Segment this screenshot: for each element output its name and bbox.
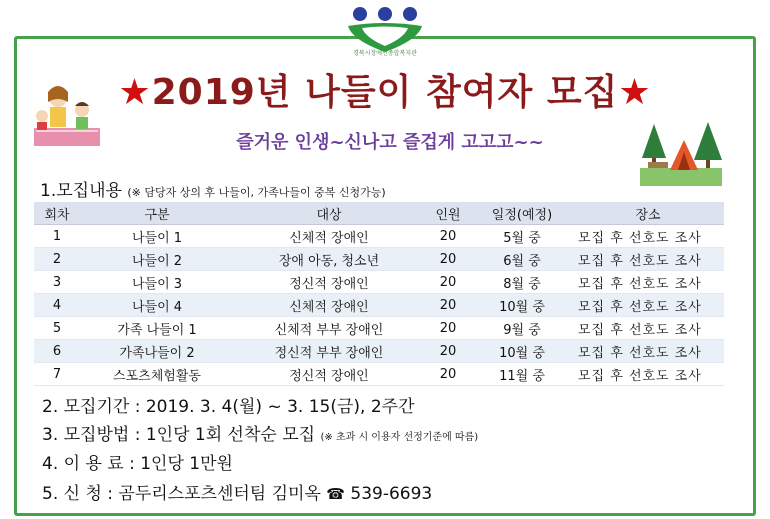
cell-target: 신체적 장애인 — [234, 225, 424, 248]
cell-round: 6 — [34, 340, 80, 363]
section-note: (※ 담당자 상의 후 나들이, 가족나들이 중복 신청가능) — [127, 186, 386, 199]
telephone-icon: ☎ — [326, 485, 345, 503]
cell-capacity: 20 — [424, 340, 472, 363]
phone-number: 539-6693 — [350, 484, 433, 504]
cell-schedule: 10월 중 — [472, 294, 572, 317]
cell-round: 2 — [34, 248, 80, 271]
cell-place: 모집 후 선호도 조사 — [572, 271, 724, 294]
method-text: 3. 모집방법 : 1인당 1회 선착순 모집 — [42, 425, 316, 445]
cell-schedule: 10월 중 — [472, 340, 572, 363]
cell-place: 모집 후 선호도 조사 — [572, 225, 724, 248]
info-period: 2. 모집기간 : 2019. 3. 4(월) ~ 3. 15(금), 2주간 — [42, 397, 415, 417]
cell-category: 스포츠체험활동 — [80, 363, 234, 386]
cell-category: 나들이 4 — [80, 294, 234, 317]
cell-capacity: 20 — [424, 294, 472, 317]
table-row — [34, 363, 724, 386]
header-schedule: 일정(예정) — [472, 202, 572, 225]
cell-schedule: 8월 중 — [472, 271, 572, 294]
cell-target: 장애 아동, 청소년 — [234, 248, 424, 271]
table-row — [34, 271, 724, 294]
cell-target: 정신적 부부 장애인 — [234, 340, 424, 363]
cell-target: 신체적 장애인 — [234, 294, 424, 317]
cell-round: 3 — [34, 271, 80, 294]
star-right-icon: ★ — [618, 72, 652, 113]
cell-target: 정신적 장애인 — [234, 271, 424, 294]
cell-place: 모집 후 선호도 조사 — [572, 340, 724, 363]
cell-round: 5 — [34, 317, 80, 340]
cell-category: 가족 나들이 1 — [80, 317, 234, 340]
cell-capacity: 20 — [424, 248, 472, 271]
info-apply — [42, 479, 432, 504]
cell-round: 1 — [34, 225, 80, 248]
section-heading: 1.모집내용 — [40, 181, 122, 201]
section-recruit-content — [40, 176, 386, 201]
cell-capacity: 20 — [424, 317, 472, 340]
cell-capacity: 20 — [424, 363, 472, 386]
logo-text: 경북시장애인종합복지관 — [353, 50, 417, 57]
apply-text: 5. 신 청 : 곰두리스포츠센터팀 김미옥 — [42, 484, 321, 504]
info-method — [42, 420, 478, 445]
star-left-icon: ★ — [118, 72, 152, 113]
cell-schedule: 5월 중 — [472, 225, 572, 248]
cell-round: 7 — [34, 363, 80, 386]
cell-capacity: 20 — [424, 271, 472, 294]
header-target: 대상 — [234, 202, 424, 225]
table-row — [34, 248, 724, 271]
recruit-table — [34, 202, 724, 386]
table-row — [34, 317, 724, 340]
subtitle: 즐거운 인생~신나고 즐겁게 고고고~~ — [236, 132, 544, 153]
table-row — [34, 225, 724, 248]
title-text: 2019년 나들이 참여자 모집 — [151, 72, 619, 113]
cell-category: 나들이 2 — [80, 248, 234, 271]
table-header-row — [34, 202, 724, 225]
cell-place: 모집 후 선호도 조사 — [572, 248, 724, 271]
header-category: 구분 — [80, 202, 234, 225]
method-note: (※ 초과 시 이용자 선정기준에 따름) — [320, 432, 479, 443]
cell-round: 4 — [34, 294, 80, 317]
cell-place: 모집 후 선호도 조사 — [572, 294, 724, 317]
table-row — [34, 294, 724, 317]
cell-capacity: 20 — [424, 225, 472, 248]
table-row — [34, 340, 724, 363]
cell-category: 나들이 1 — [80, 225, 234, 248]
cell-schedule: 9월 중 — [472, 317, 572, 340]
cell-place: 모집 후 선호도 조사 — [572, 363, 724, 386]
camping-illustration — [640, 118, 722, 186]
header-round: 회차 — [34, 202, 80, 225]
cell-category: 가족나들이 2 — [80, 340, 234, 363]
cell-category: 나들이 3 — [80, 271, 234, 294]
cell-schedule: 11월 중 — [472, 363, 572, 386]
poster-title — [70, 64, 700, 115]
cell-place: 모집 후 선호도 조사 — [572, 317, 724, 340]
header-place: 장소 — [572, 202, 724, 225]
info-fee: 4. 이 용 료 : 1인당 1만원 — [42, 454, 233, 474]
cell-schedule: 6월 중 — [472, 248, 572, 271]
cell-target: 신체적 부부 장애인 — [234, 317, 424, 340]
header-capacity: 인원 — [424, 202, 472, 225]
cell-target: 정신적 장애인 — [234, 363, 424, 386]
